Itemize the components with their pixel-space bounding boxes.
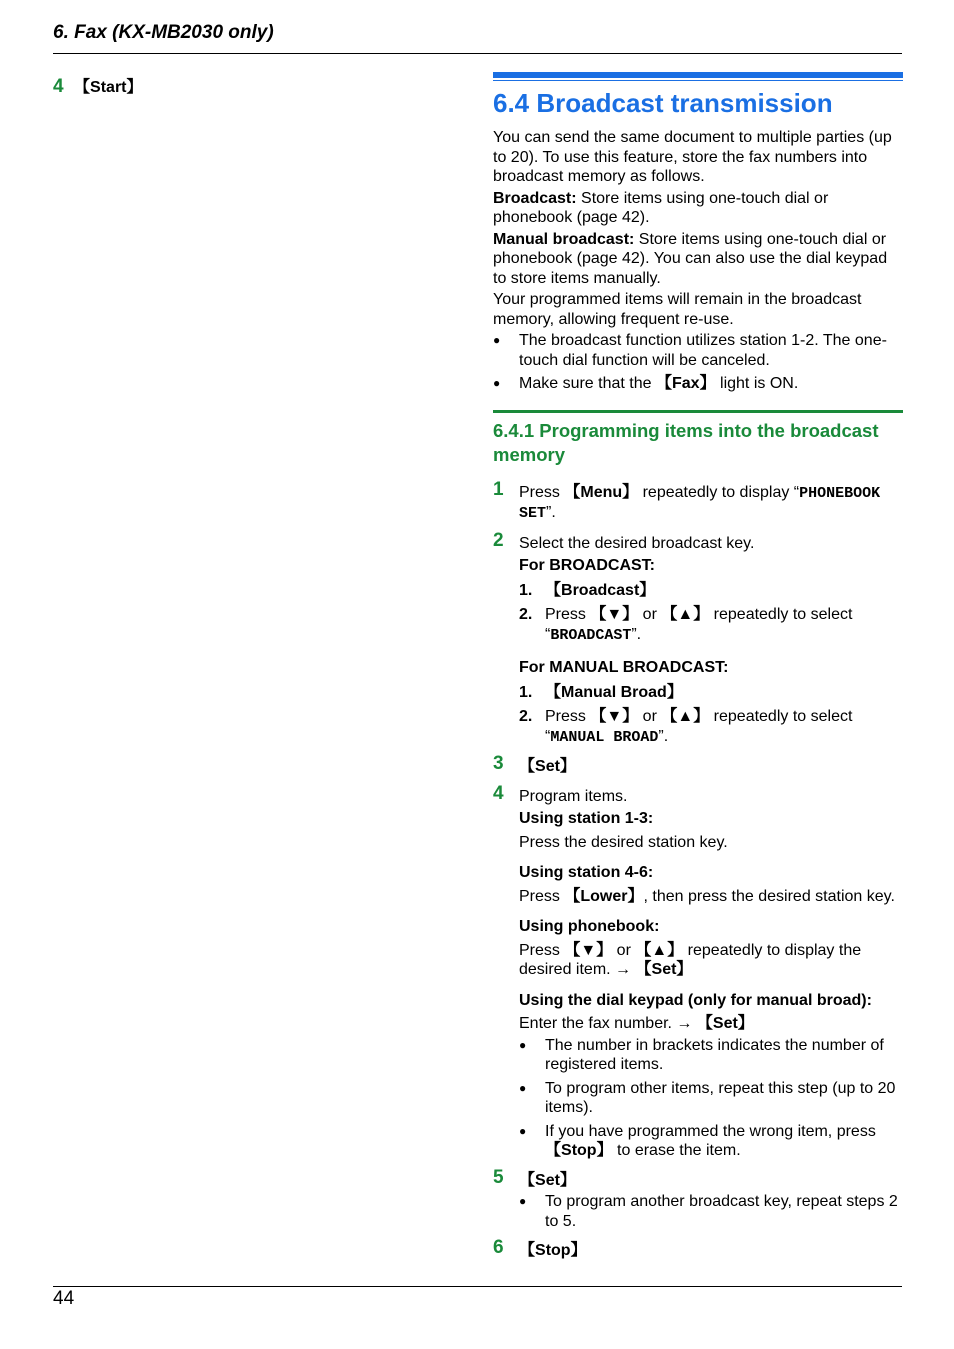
lcd-text: MANUAL BROAD — [550, 728, 659, 746]
bullet-text: Make sure that the — [519, 375, 656, 392]
step-number: 4 — [493, 782, 504, 804]
for-broadcast-heading: For BROADCAST: — [519, 557, 655, 574]
substep-number: 1. — [519, 581, 533, 599]
substep-number: 2. — [519, 606, 533, 623]
step-text: or — [612, 941, 636, 959]
bullet-repeat: ● To program other items, repeat this step (up to 20 items). — [519, 1079, 903, 1118]
broadcast-label: Broadcast: — [493, 189, 577, 207]
left-step-4 — [53, 74, 143, 98]
phonebook-heading: Using phonebook: — [519, 918, 660, 935]
step-text: Select the desired broadcast key. — [519, 534, 755, 552]
step-text: to erase the item. — [612, 1142, 741, 1159]
step-text: ”. — [658, 727, 669, 745]
arrow-icon: → — [615, 961, 632, 978]
step-text: Press — [519, 887, 565, 905]
manual-broad-key: 【 Manual Broad 】 — [545, 684, 683, 701]
intro-paragraph: You can send the same document to multiple parties (up to 20). To use this feature, store the fax numbers into broadcast memory as follows. — [493, 129, 892, 185]
substep-number: 1. — [519, 683, 533, 701]
step-text: repeatedly to select “ — [545, 606, 853, 643]
fax-key: 【 Fax 】 — [656, 375, 716, 392]
manual-substep-2 — [519, 707, 903, 747]
step-text: ”. — [546, 504, 556, 521]
station-4-6-text — [519, 887, 903, 907]
station-4-6-heading: Using station 4-6: — [519, 864, 654, 881]
step-3 — [493, 753, 903, 777]
step-number: 4 — [53, 76, 64, 97]
broadcast-substep-2 — [519, 605, 903, 645]
lower-key: 【 Lower 】 — [564, 888, 643, 905]
down-key: 【 ▼ 】 — [564, 942, 612, 959]
up-key: 【 ▲ 】 — [635, 942, 683, 959]
step-text: repeatedly to select “ — [545, 708, 853, 745]
step-5 — [493, 1166, 903, 1232]
subsection-bar — [493, 410, 903, 413]
dial-keypad-text — [519, 1014, 903, 1034]
step-4 — [493, 782, 903, 1161]
down-key: 【 ▼ 】 — [590, 708, 638, 725]
bullet-wrong-item — [519, 1122, 903, 1161]
step-text: Press — [519, 483, 565, 501]
manual-label: Manual broadcast: — [493, 230, 635, 248]
set-key: 【 Set 】 — [697, 1015, 754, 1032]
main-column — [493, 70, 903, 1271]
step-text: If you have programmed the wrong item, press — [545, 1122, 876, 1140]
lcd-text: BROADCAST — [550, 626, 632, 644]
step-1 — [493, 478, 903, 524]
set-key: 【 Set 】 — [519, 758, 576, 775]
page-number: 44 — [53, 1288, 75, 1309]
broadcast-text: Store items using one-touch dial or phonebook (page 42). — [493, 189, 829, 226]
step-2 — [493, 529, 903, 748]
station-1-3-heading: Using station 1-3: — [519, 810, 654, 827]
start-key: 【 Start 】 — [74, 79, 142, 96]
arrow-icon: → — [676, 1015, 693, 1032]
step-text: Enter the fax number. — [519, 1015, 677, 1032]
set-key: 【 Set 】 — [636, 961, 693, 978]
step-number: 3 — [493, 753, 504, 774]
broadcast-key: 【 Broadcast 】 — [545, 582, 655, 599]
page-title: 6.4 Broadcast transmission — [493, 88, 833, 118]
for-manual-broadcast-heading: For MANUAL BROADCAST: — [519, 659, 729, 676]
up-key: 【 ▲ 】 — [661, 708, 709, 725]
step-number: 2 — [493, 529, 504, 551]
bullet-brackets: ● The number in brackets indicates the number of registered items. — [519, 1036, 903, 1075]
step-text: Press — [545, 708, 591, 725]
lcd-text: PHONEBOOK SET — [519, 484, 881, 522]
footer-rule — [53, 1286, 902, 1287]
station-1-3-text: Press the desired station key. — [519, 833, 728, 851]
step-text: repeatedly to display the desired item. — [519, 941, 862, 978]
step-6 — [493, 1237, 903, 1261]
stop-key: 【 Stop 】 — [545, 1142, 613, 1159]
bullet-text: light is ON. — [715, 375, 799, 392]
step-text: ”. — [631, 625, 642, 643]
header-rule — [53, 53, 902, 54]
substep-number: 2. — [519, 708, 533, 725]
bullet-fax-light — [493, 374, 903, 394]
memory-paragraph: Your programmed items will remain in the broadcast memory, allowing frequent re-use. — [493, 291, 862, 328]
step-text: or — [638, 708, 662, 725]
phonebook-text — [519, 941, 903, 980]
manual-substep-1 — [519, 683, 903, 703]
set-key: 【 Set 】 — [519, 1172, 576, 1189]
dial-keypad-heading: Using the dial keypad (only for manual broad): — [519, 991, 872, 1009]
step-number: 1 — [493, 478, 504, 500]
title-bar-thin — [493, 80, 903, 81]
broadcast-paragraph — [493, 189, 903, 228]
step-text: Press — [545, 606, 591, 623]
subsection-title: 6.4.1 Programming items into the broadcast memory — [493, 419, 879, 465]
step-text: , then press the desired station key. — [643, 887, 895, 905]
up-key: 【 ▲ 】 — [661, 606, 709, 623]
step-text: or — [638, 606, 662, 623]
section-header: 6. Fax (KX-MB2030 only) — [53, 22, 274, 43]
step-number: 6 — [493, 1237, 504, 1258]
step-text: Program items. — [519, 787, 628, 805]
manual-broadcast-paragraph — [493, 230, 903, 289]
down-key: 【 ▼ 】 — [590, 606, 638, 623]
title-bar — [493, 72, 903, 78]
stop-key: 【 Stop 】 — [519, 1242, 587, 1259]
bullet-station: ● The broadcast function utilizes station 1-2. The one-touch dial function will be canceled. — [493, 331, 903, 370]
step-number: 5 — [493, 1166, 504, 1188]
menu-key: 【 Menu 】 — [564, 484, 638, 501]
broadcast-substep-1 — [519, 581, 903, 601]
step-text: Press — [519, 941, 565, 959]
bullet-another-key: ● To program another broadcast key, repeat steps 2 to 5. — [519, 1192, 903, 1231]
step-text: repeatedly to display “ — [638, 483, 800, 501]
manual-text: Store items using one-touch dial or phonebook (page 42). You can also use the dial keypad to store items manually. — [493, 230, 888, 287]
